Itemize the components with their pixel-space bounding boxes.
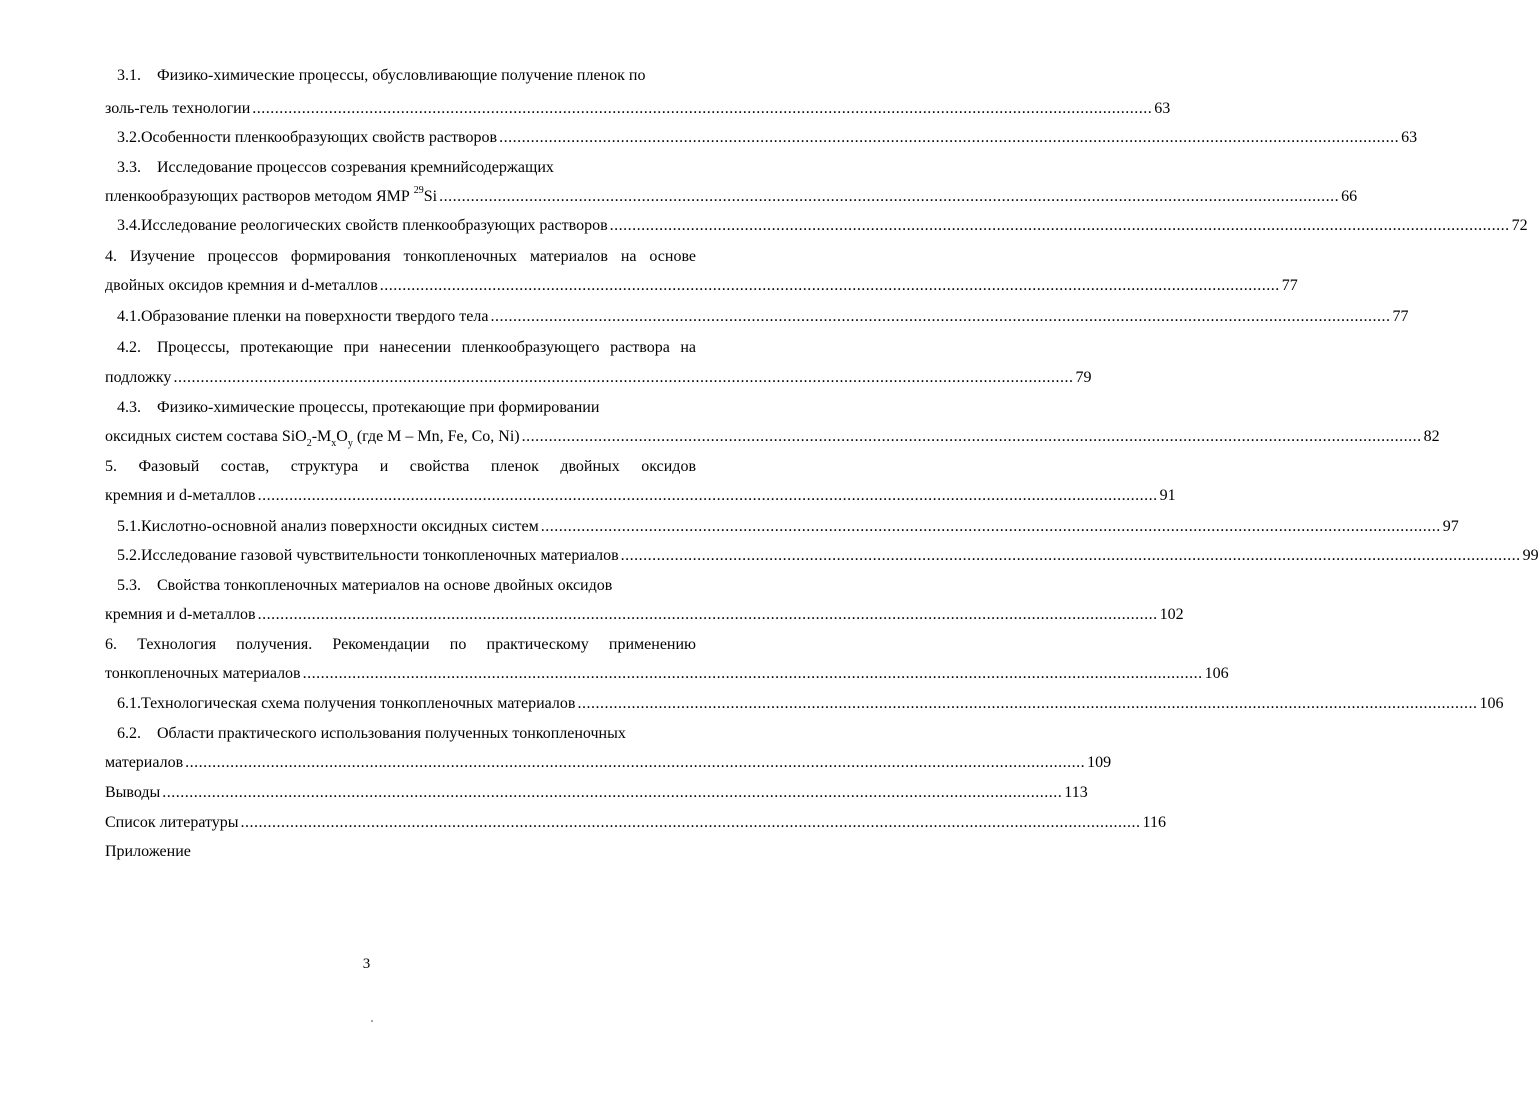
toc-entry-4-1	[117, 305, 1409, 329]
toc-title: Приложение	[105, 843, 191, 860]
toc-page: 106	[1479, 695, 1504, 712]
toc-title: оксидных систем состава $SiO_2-M_xO_y$ (где M – Mn, Fe, Co, Ni)	[105, 428, 520, 450]
toc-entry-3-2	[117, 126, 1418, 150]
leader-dots: ........................................................................................................................................................................................................	[257, 606, 1158, 623]
toc-entry-5-3-line2	[105, 603, 1184, 627]
toc-title: подложку	[105, 369, 172, 386]
toc-number: 5.3.	[117, 577, 141, 594]
toc-title: материалов	[105, 754, 184, 771]
toc-number: 5.2.	[117, 547, 141, 564]
toc-entry-5-1	[117, 515, 1459, 539]
scan-speck	[371, 1020, 373, 1022]
leader-dots: ........................................................................................................................................................................................................	[499, 129, 1400, 146]
leader-dots: ........................................................................................................................................................................................................	[379, 277, 1280, 294]
toc-title: золь-гель технологии	[105, 100, 251, 117]
toc-entry-4-line2	[105, 274, 1298, 298]
toc-page: 77	[1281, 277, 1298, 294]
toc-number: 3.1.	[117, 67, 141, 84]
toc-entry-3-3-line1	[117, 156, 696, 180]
toc-number: 5.	[105, 458, 117, 475]
isotope-mass: 29	[413, 184, 424, 196]
toc-title: кремния и d-металлов	[105, 487, 256, 504]
leader-dots: ........................................................................................................................................................................................................	[620, 547, 1521, 564]
toc-entry-4-3-line2	[105, 425, 1440, 450]
toc-number: 6.2.	[117, 725, 141, 742]
toc-title: Список литературы	[105, 814, 239, 831]
toc-number: 6.1.	[117, 695, 141, 712]
toc-number: 4.1.	[117, 308, 141, 325]
toc-title: Технология получения. Рекомендации по практическому применению	[137, 636, 696, 653]
toc-entry-5-3-line1	[117, 574, 696, 598]
toc-page: 72	[1511, 217, 1528, 234]
toc-entry-4-2-line2	[105, 366, 1092, 390]
leader-dots: ........................................................................................................................................................................................................	[577, 695, 1478, 712]
toc-title: Кислотно-основной анализ поверхности оксидных систем	[141, 518, 539, 535]
toc-number: 3.2.	[117, 129, 141, 146]
toc-number: 5.1.	[117, 518, 141, 535]
toc-entry-6-line1	[105, 633, 696, 657]
leader-dots: ........................................................................................................................................................................................................	[540, 518, 1441, 535]
toc-number: 4.3.	[117, 399, 141, 416]
toc-entry-4-2-line1	[117, 336, 696, 360]
toc-entry-3-1-line1	[117, 64, 696, 88]
toc-number: 3.4.	[117, 217, 141, 234]
toc-entry-6-2-line1	[117, 722, 696, 746]
toc-entry-3-1-line2	[105, 97, 1171, 121]
toc-page: 91	[1159, 487, 1176, 504]
toc-page: 99	[1522, 547, 1539, 564]
toc-page: 109	[1087, 754, 1112, 771]
toc-entry-references	[105, 811, 1166, 835]
toc-page: 82	[1423, 428, 1440, 445]
toc-entry-4-3-line1	[117, 396, 696, 420]
toc-title: двойных оксидов кремния и d-металлов	[105, 277, 378, 294]
toc-title: Исследование реологических свойств пленкообразующих растворов	[141, 217, 608, 234]
toc-entry-appendix	[105, 840, 696, 864]
toc-title: Физико-химические процессы, протекающие при формировании	[157, 399, 600, 416]
toc-entry-6-1	[117, 692, 1504, 716]
toc-title: Особенности пленкообразующих свойств растворов	[141, 129, 498, 146]
toc-title: пленкообразующих растворов методом ЯМР $^{29}$Si	[105, 184, 438, 205]
toc-number: 6.	[105, 636, 117, 653]
toc-entry-conclusions	[105, 781, 1088, 805]
leader-dots: ........................................................................................................................................................................................................	[521, 428, 1422, 445]
leader-dots: ........................................................................................................................................................................................................	[490, 308, 1391, 325]
toc-entry-3-4	[117, 214, 1528, 238]
toc-page: 63	[1154, 100, 1171, 117]
leader-dots: ........................................................................................................................................................................................................	[173, 369, 1074, 386]
leader-dots: ........................................................................................................................................................................................................	[609, 217, 1510, 234]
toc-title: тонкопленочных материалов	[105, 665, 301, 682]
leader-dots: ........................................................................................................................................................................................................	[439, 188, 1340, 205]
toc-entry-6-line2	[105, 662, 1229, 686]
toc-number: 4.	[105, 248, 117, 265]
toc-title: Образование пленки на поверхности твердого тела	[141, 308, 489, 325]
toc-entry-5-line1	[105, 455, 696, 479]
toc-title: Исследование газовой чувствительности тонкопленочных материалов	[141, 547, 619, 564]
toc-title: Физико-химические процессы, обусловливающие получение пленок по	[157, 67, 646, 84]
toc-number: 4.2.	[117, 339, 141, 356]
toc-title: Технологическая схема получения тонкопленочных материалов	[141, 695, 576, 712]
leader-dots: ........................................................................................................................................................................................................	[185, 754, 1086, 771]
leader-dots: ........................................................................................................................................................................................................	[257, 487, 1158, 504]
toc-page: 102	[1159, 606, 1184, 623]
toc-entry-5-line2	[105, 484, 1176, 508]
toc-page: 79	[1075, 369, 1092, 386]
toc-page: 63	[1401, 129, 1418, 146]
toc-title: Процессы, протекающие при нанесении пленкообразующего раствора на	[157, 339, 696, 356]
leader-dots: ........................................................................................................................................................................................................	[252, 100, 1153, 117]
toc-page: 97	[1442, 518, 1459, 535]
toc-entry-5-2	[117, 544, 1539, 568]
toc-entry-3-3-line2	[105, 184, 1358, 209]
toc-page: 116	[1142, 814, 1166, 831]
toc-number: 3.3.	[117, 159, 141, 176]
toc-title: Выводы	[105, 784, 161, 801]
leader-dots: ........................................................................................................................................................................................................	[240, 814, 1141, 831]
toc-page: 66	[1341, 188, 1358, 205]
toc-entry-6-2-line2	[105, 751, 1112, 775]
leader-dots: ........................................................................................................................................................................................................	[162, 784, 1063, 801]
toc-title: Области практического использования полученных тонкопленочных	[157, 725, 626, 742]
page-number: 3	[362, 956, 371, 972]
toc-title: Фазовый состав, структура и свойства пленок двойных оксидов	[138, 458, 697, 475]
toc-page: 77	[1392, 308, 1409, 325]
toc-title: Исследование процессов созревания кремнийсодержащих	[157, 159, 554, 176]
toc-title: кремния и d-металлов	[105, 606, 256, 623]
leader-dots: ........................................................................................................................................................................................................	[302, 665, 1203, 682]
toc-page: 113	[1064, 784, 1088, 801]
toc-title: Свойства тонкопленочных материалов на основе двойных оксидов	[157, 577, 613, 594]
toc-entry-4-line1	[105, 245, 696, 269]
toc-page: 106	[1204, 665, 1229, 682]
toc-title: Изучение процессов формирования тонкопленочных материалов на основе	[129, 248, 697, 265]
